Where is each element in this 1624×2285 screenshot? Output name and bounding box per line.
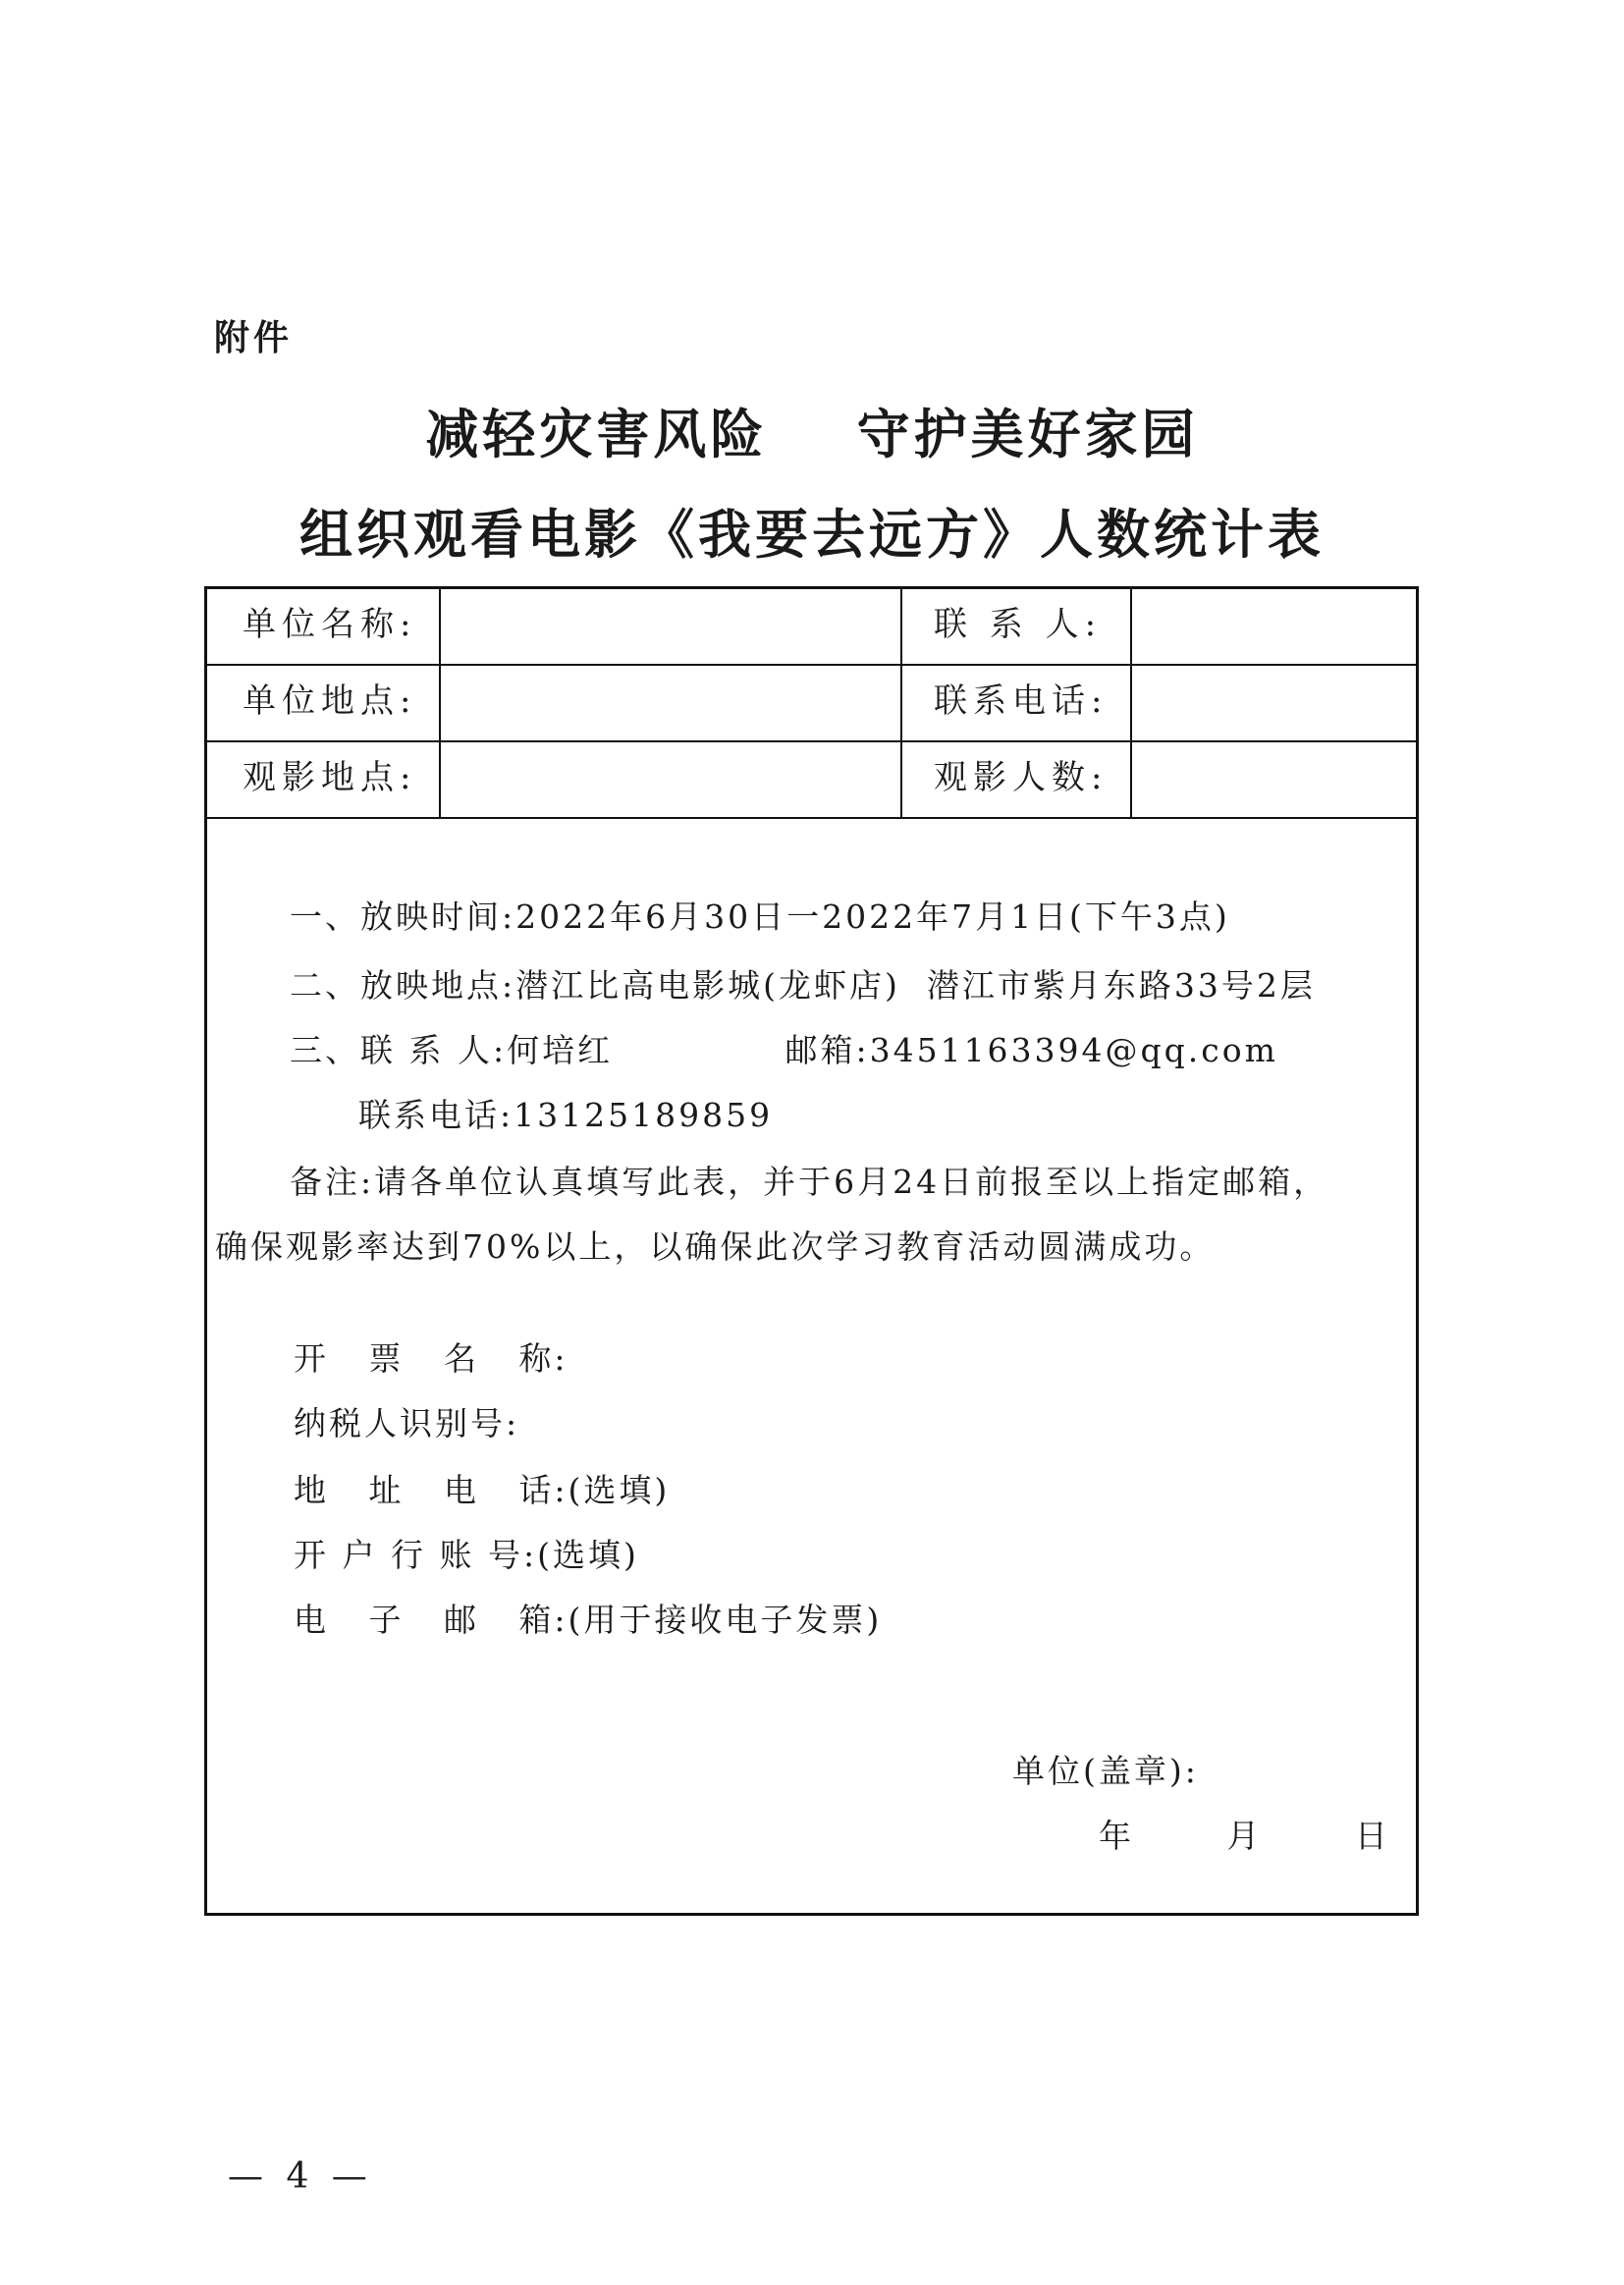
attachment-label: 附件 bbox=[214, 318, 294, 358]
row-divider bbox=[207, 817, 1416, 819]
viewer-count-label: 观影人数: bbox=[934, 758, 1109, 797]
column-divider bbox=[1130, 589, 1132, 818]
contact-person-label: 联 系 人: bbox=[934, 605, 1103, 644]
invoice-name-field: 开 票 名 称: bbox=[294, 1339, 568, 1378]
remark-line-2: 确保观影率达到70%以上，以确保此次学习教育活动圆满成功。 bbox=[215, 1227, 1216, 1266]
taxpayer-id-field: 纳税人识别号: bbox=[294, 1404, 520, 1442]
document-title-line-1: 减轻灾害风险 守护美好家园 bbox=[425, 404, 1199, 465]
contact-phone-label: 联系电话: bbox=[934, 681, 1109, 721]
document-title-line-2: 组织观看电影《我要去远方》人数统计表 bbox=[299, 504, 1325, 566]
email-field: 电 子 邮 箱:(用于接收电子发票) bbox=[294, 1601, 883, 1639]
column-divider bbox=[900, 589, 902, 818]
statistics-form bbox=[204, 586, 1419, 1916]
row-divider bbox=[207, 664, 1416, 666]
contact-phone-info: 联系电话:13125189859 bbox=[358, 1096, 774, 1134]
page-number: — 4 — bbox=[228, 2156, 373, 2197]
contact-person-info: 三、联 系 人:何培红 邮箱:3451163394@qq.com bbox=[290, 1031, 1278, 1069]
unit-seal-label: 单位(盖章): bbox=[1012, 1752, 1199, 1790]
date-line: 年 月 日 bbox=[1099, 1817, 1390, 1855]
unit-name-label: 单位名称: bbox=[243, 605, 417, 644]
address-phone-field: 地 址 电 话:(选填) bbox=[294, 1471, 671, 1509]
bank-account-field: 开 户 行 账 号:(选填) bbox=[294, 1536, 639, 1574]
unit-location-label: 单位地点: bbox=[243, 681, 417, 721]
viewing-location-label: 观影地点: bbox=[243, 758, 417, 797]
screening-venue: 二、放映地点:潜江比高电影城(龙虾店) 潜江市紫月东路33号2层 bbox=[290, 966, 1316, 1005]
screening-time: 一、放映时间:2022年6月30日一2022年7月1日(下午3点) bbox=[290, 898, 1230, 936]
row-divider bbox=[207, 740, 1416, 742]
column-divider bbox=[439, 589, 441, 818]
remark-line-1: 备注:请各单位认真填写此表，并于6月24日前报至以上指定邮箱， bbox=[290, 1163, 1329, 1201]
